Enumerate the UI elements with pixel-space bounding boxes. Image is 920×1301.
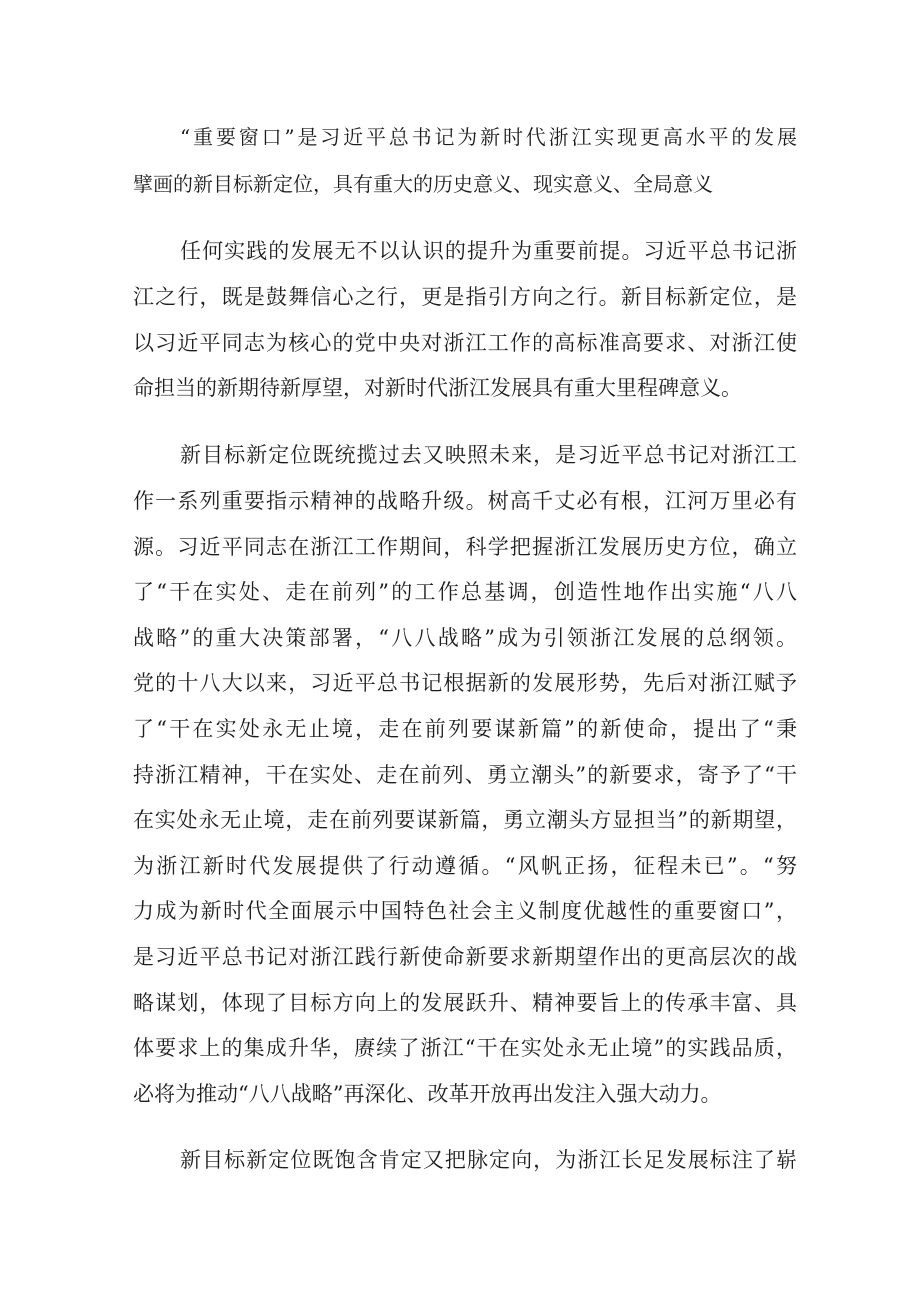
paragraph-2-line: 党的十八大以来，习近平总书记根据新的发展形势，先后对浙江赋予	[133, 671, 797, 695]
paragraph-2-line: 略谋划，体现了目标方向上的发展跃升、精神要旨上的传承丰富、具	[133, 991, 797, 1015]
paragraph-2-line: 力成为新时代全面展示中国特色社会主义制度优越性的重要窗口”，	[133, 899, 797, 923]
paragraph-2-line: 战略”的重大决策部署，“八八战略”成为引领浙江发展的总纲领。	[133, 626, 797, 650]
paragraph-2-line: 源。习近平同志在浙江工作期间，科学把握浙江发展历史方位，确立	[133, 535, 797, 559]
paragraph-2-line: 新目标新定位既统揽过去又映照未来，是习近平总书记对浙江工	[180, 443, 797, 467]
paragraph-1-line: 以习近平同志为核心的党中央对浙江工作的高标准高要求、对浙江使	[133, 331, 797, 355]
paragraph-1-line: 任何实践的发展无不以认识的提升为重要前提。习近平总书记浙	[180, 239, 797, 263]
paragraph-2-line: 作一系列重要指示精神的战略升级。树高千丈必有根，江河万里必有	[133, 489, 797, 513]
paragraph-2-line: 体要求上的集成升华，赓续了浙江“干在实处永无止境”的实践品质，	[133, 1036, 797, 1060]
paragraph-2-line: 持浙江精神，干在实处、走在前列、勇立潮头”的新要求，寄予了“干	[133, 763, 797, 787]
paragraph-2-line: 为浙江新时代发展提供了行动遵循。“风帆正扬，征程未已”。“努	[133, 854, 797, 878]
paragraph-2-line: 必将为推动“八八战略”再深化、改革开放再出发注入强大动力。	[133, 1082, 722, 1106]
heading-line-2: 擘画的新目标新定位，具有重大的历史意义、现实意义、全局意义	[133, 172, 713, 196]
heading-line-1: “重要窗口”是习近平总书记为新时代浙江实现更高水平的发展	[180, 125, 797, 149]
paragraph-2-line: 了“干在实处永无止境，走在前列要谋新篇”的新使命，提出了“秉	[133, 717, 797, 741]
paragraph-3-line: 新目标新定位既饱含肯定又把脉定向，为浙江长足发展标注了崭	[180, 1148, 797, 1172]
paragraph-2-line: 了“干在实处、走在前列”的工作总基调，创造性地作出实施“八八	[133, 580, 797, 604]
paragraph-1-line: 命担当的新期待新厚望，对新时代浙江发展具有重大里程碑意义。	[133, 376, 742, 400]
paragraph-1-line: 江之行，既是鼓舞信心之行，更是指引方向之行。新目标新定位，是	[133, 285, 797, 309]
paragraph-2-line: 是习近平总书记对浙江践行新使命新要求新期望作出的更高层次的战	[133, 945, 797, 969]
paragraph-2-line: 在实处永无止境，走在前列要谋新篇，勇立潮头方显担当”的新期望，	[133, 808, 797, 832]
